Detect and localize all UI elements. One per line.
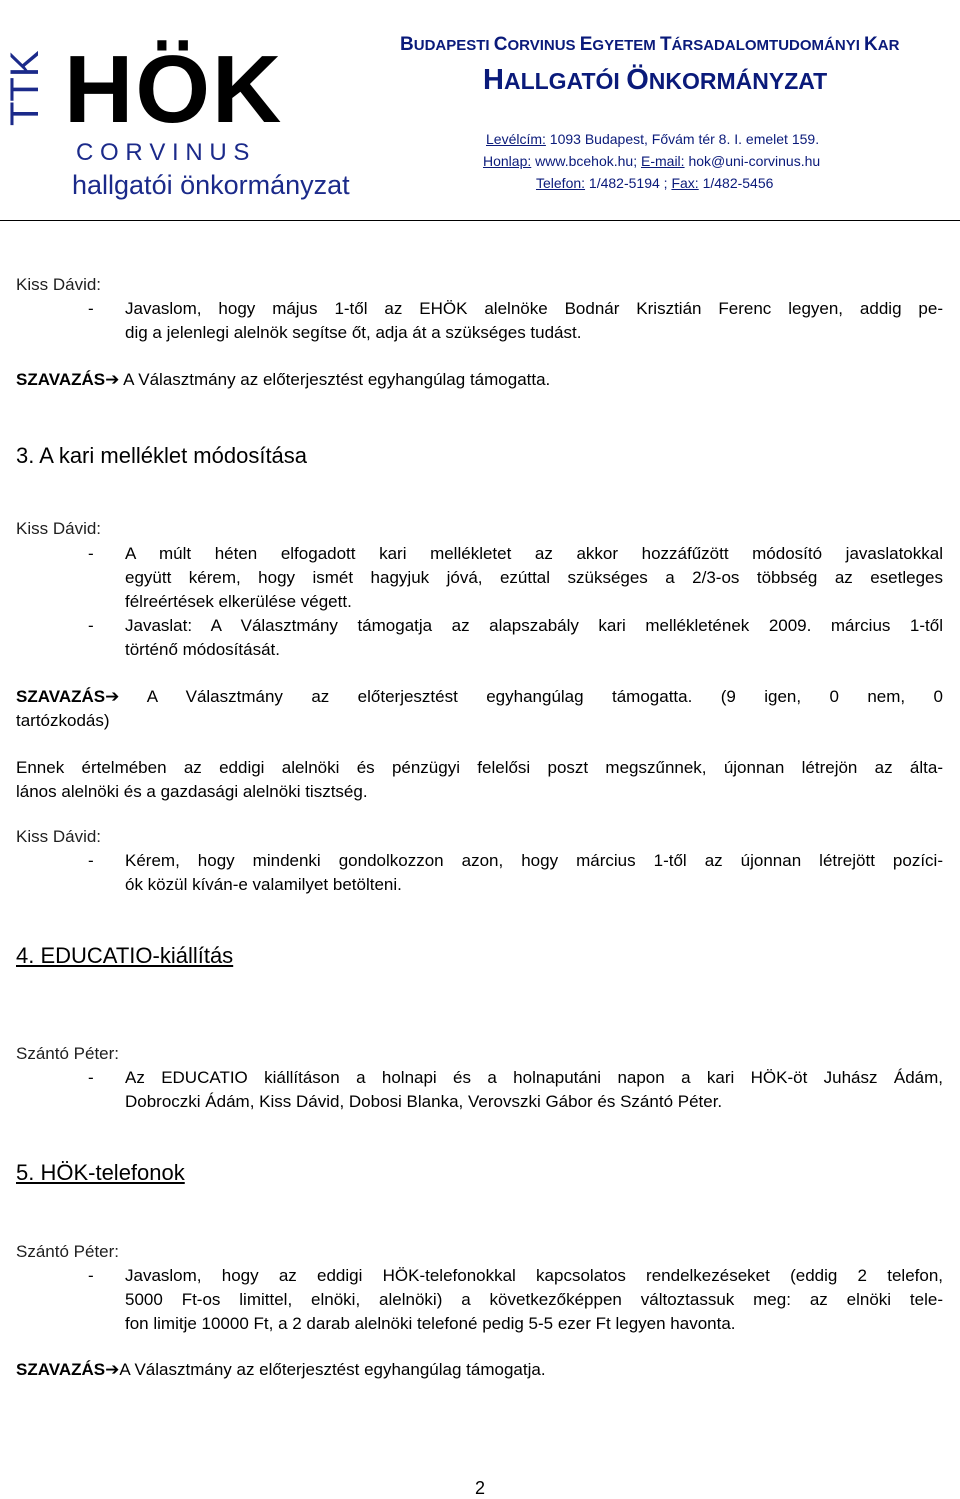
hok-cap-1: H xyxy=(483,64,504,96)
paragraph-line: A múlt héten elfogadott kari mellékletet az akkor hozzáfűzött módosító javaslatokkal xyxy=(125,544,943,563)
vote-line xyxy=(16,368,550,392)
paragraph-line: Ennek értelmében az eddigi alelnöki és pénzügyi felelősi poszt megszűnnek, újonnan létrejön az álta- xyxy=(16,758,943,777)
uni-word-3: GYETEM xyxy=(592,37,660,54)
section-heading-3: 3. A kari melléklet módosítása xyxy=(16,443,308,468)
uni-word-4: ÁRSADALOMTUDOMÁNYI xyxy=(671,37,865,54)
email-label: E-mail: xyxy=(641,153,685,169)
hok-logo xyxy=(3,22,358,202)
hok-logo-graphic xyxy=(3,22,358,202)
uni-cap-4: T xyxy=(659,34,672,55)
speaker-label: Szántó Péter: xyxy=(16,1242,120,1261)
uni-cap-2: C xyxy=(493,34,508,55)
paragraph-line: Kérem, hogy mindenki gondolkozzon azon, hogy március 1-től az újonnan létrejött pozíci- xyxy=(125,851,943,870)
vote-label: SZAVAZÁS xyxy=(16,687,106,706)
paragraph-line: 5000 Ft-os limittel, elnöki, alelnöki) a következőképpen változtassuk meg: az elnöki tele- xyxy=(125,1290,943,1309)
vote-label: SZAVAZÁS xyxy=(16,370,106,389)
section-heading-4: 4. EDUCATIO-kiállítás xyxy=(16,943,234,968)
uni-word-2: ORVINUS xyxy=(507,37,580,54)
vote-text: A Választmány az előterjesztést egyhangúlag támogatta. (9 igen, 0 nem, 0 xyxy=(119,687,943,706)
logo-corvinus-text: C O R V I N U S xyxy=(76,139,250,166)
phone-label: Telefon: xyxy=(536,175,586,191)
arrow-right-icon: ➔ xyxy=(105,1360,120,1379)
uni-word-1: UDAPESTI xyxy=(413,37,494,54)
paragraph-line: Javaslom, hogy május 1-től az EHÖK alelnöke Bodnár Krisztián Ferenc legyen, addig pe- xyxy=(125,299,943,318)
uni-cap-5: K xyxy=(864,34,878,55)
logo-hok-text: HÖK xyxy=(64,36,284,143)
fax-label: Fax: xyxy=(671,175,699,191)
vote-text: A Választmány az előterjesztést egyhangúlag támogatta. xyxy=(119,370,551,389)
hok-cap-2: Ö xyxy=(626,64,649,96)
paragraph-line: Javaslat: A Választmány támogatja az alapszabály kari mellékletének 2009. március 1-től xyxy=(125,616,943,635)
hok-title xyxy=(483,64,827,97)
web-link[interactable]: www.bcehok.hu; xyxy=(531,153,641,169)
page-number: 2 xyxy=(474,1478,485,1498)
paragraph-line: félreértések elkerülése végett. xyxy=(125,592,352,611)
paragraph-line: Dobroczki Ádám, Kiss Dávid, Dobosi Blanka, Verovszki Gábor és Szántó Péter. xyxy=(125,1092,723,1111)
logo-ttk-text: TTK xyxy=(3,50,47,126)
dash-bullet: - xyxy=(88,544,94,563)
arrow-right-icon: ➔ xyxy=(105,687,120,706)
section-heading-5: 5. HÖK-telefonok xyxy=(16,1160,185,1185)
speaker-label: Kiss Dávid: xyxy=(16,519,102,538)
vote-line xyxy=(16,1358,546,1382)
address-label: Levélcím: xyxy=(486,131,546,147)
dash-bullet: - xyxy=(88,616,94,635)
vote-label: SZAVAZÁS xyxy=(16,1360,106,1379)
paragraph-line: Javaslom, hogy az eddigi HÖK-telefonokkal kapcsolatos rendelkezéseket (eddig 2 telefon, xyxy=(125,1266,943,1285)
dash-bullet: - xyxy=(88,299,94,318)
dash-bullet: - xyxy=(88,1068,94,1087)
paragraph-line: együtt kérem, hogy ismét hagyjuk jóvá, ezúttal szükséges a 2/3-os többség az esetleges xyxy=(125,568,943,587)
paragraph-line: dig a jelenlegi alelnök segítse őt, adja át a szükséges tudást. xyxy=(125,323,582,342)
speaker-label: Kiss Dávid: xyxy=(16,827,102,846)
speaker-label: Kiss Dávid: xyxy=(16,275,102,294)
paragraph-line: ók közül kíván-e valamilyet betölteni. xyxy=(125,875,402,894)
header-divider xyxy=(0,220,960,221)
uni-word-5: AR xyxy=(877,37,900,54)
web-label: Honlap: xyxy=(483,153,532,169)
logo-subtitle-text: hallgatói önkormányzat xyxy=(72,170,350,200)
uni-cap-1: B xyxy=(400,34,414,55)
email-link[interactable]: hok@uni-corvinus.hu xyxy=(684,153,821,169)
dash-bullet: - xyxy=(88,1266,94,1285)
vote-text: A Választmány az előterjesztést egyhangúlag támogatja. xyxy=(119,1360,546,1379)
paragraph-line: történő módosítását. xyxy=(125,640,280,659)
hok-word-2: NKORMÁNYZAT xyxy=(648,68,828,94)
university-name xyxy=(400,34,899,56)
speaker-label: Szántó Péter: xyxy=(16,1044,120,1063)
paragraph-line: lános alelnöki és a gazdasági alelnöki tisztség. xyxy=(16,782,368,801)
dash-bullet: - xyxy=(88,851,94,870)
web-line xyxy=(483,150,820,172)
paragraph-line: Az EDUCATIO kiállításon a holnapi és a holnaputáni napon a kari HÖK-öt Juhász Ádám, xyxy=(125,1068,943,1087)
hok-word-1: ALLGATÓI xyxy=(503,68,627,94)
phone-line xyxy=(536,172,773,194)
arrow-right-icon: ➔ xyxy=(105,370,120,389)
address-value: 1093 Budapest, Fővám tér 8. I. emelet 159. xyxy=(545,131,820,147)
vote-continuation: tartózkodás) xyxy=(16,711,110,730)
phone-value: 1/482-5194 ; xyxy=(585,175,672,191)
vote-line xyxy=(16,685,943,709)
paragraph-line: fon limitje 10000 Ft, a 2 darab alelnöki telefoné pedig 5-5 ezer Ft legyen havonta. xyxy=(125,1314,736,1333)
fax-value: 1/482-5456 xyxy=(698,175,774,191)
uni-cap-3: E xyxy=(579,34,593,55)
address-line xyxy=(486,128,819,150)
